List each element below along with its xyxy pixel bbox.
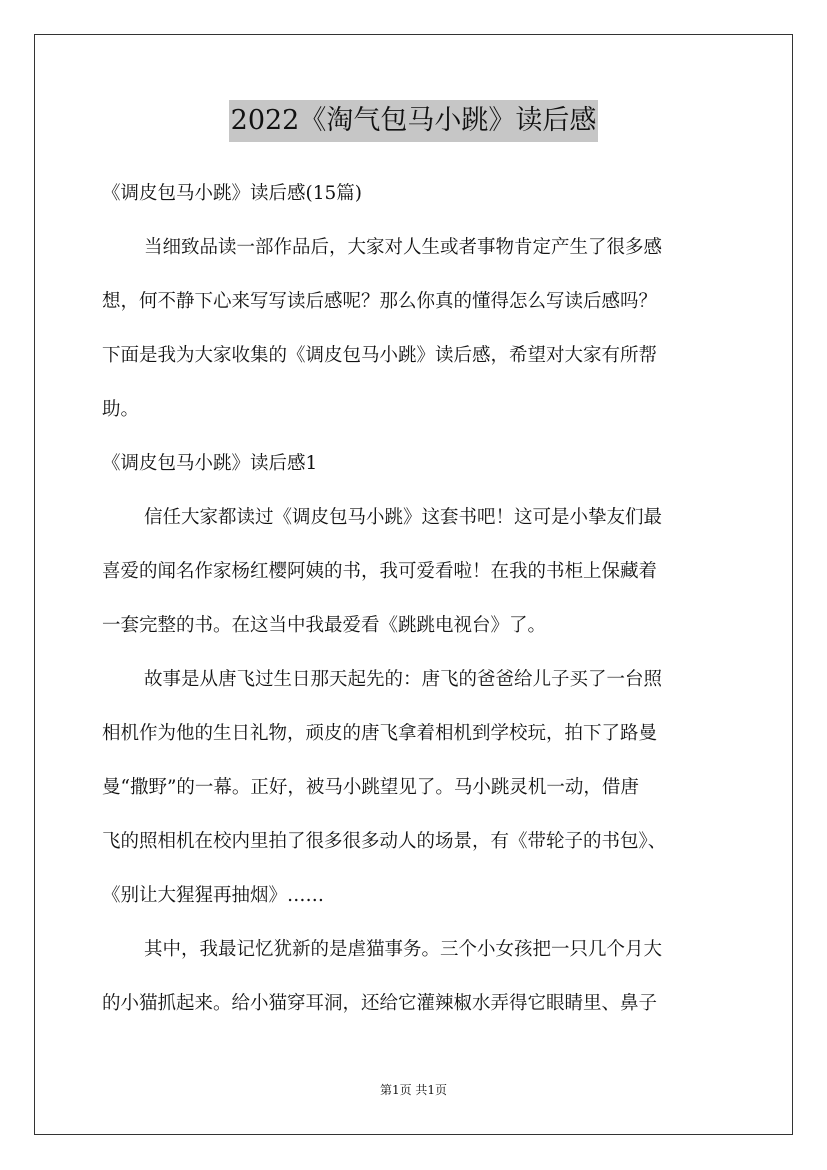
para1-line-1: 信任大家都读过《调皮包马小跳》这套书吧！这可是小挚友们最: [144, 507, 663, 528]
intro-line-1: 当细致品读一部作品后，大家对人生或者事物肯定产生了很多感: [144, 237, 663, 258]
title-container: [0, 100, 827, 142]
para2-line-3: 曼“撒野”的一幕。正好，被马小跳望见了。马小跳灵机一动，借唐: [102, 777, 639, 798]
para3-line-2: 的小猫抓起来。给小猫穿耳洞，还给它灌辣椒水弄得它眼睛里、鼻子: [102, 993, 658, 1014]
para1-line-3: 一套完整的书。在这当中我最爱看《跳跳电视台》了。: [102, 615, 547, 636]
intro-line-3: 下面是我为大家收集的《调皮包马小跳》读后感，希望对大家有所帮: [102, 345, 658, 366]
para2-line-4: 飞的照相机在校内里拍了很多很多动人的场景，有《带轮子的书包》、: [102, 831, 667, 852]
para2-line-1: 故事是从唐飞过生日那天起先的：唐飞的爸爸给儿子买了一台照: [144, 669, 663, 690]
para1-line-2: 喜爱的闻名作家杨红樱阿姨的书，我可爱看啦！在我的书柜上保藏着: [102, 561, 658, 582]
page-footer: 第1页 共1页: [379, 1083, 448, 1097]
para2-line-2: 相机作为他的生日礼物，顽皮的唐飞拿着相机到学校玩，拍下了路曼: [102, 723, 658, 744]
document-body: [102, 174, 726, 1038]
para2-line-5: 《别让大猩猩再抽烟》……: [102, 885, 325, 906]
section-heading: 《调皮包马小跳》读后感1: [102, 453, 318, 474]
document-title: 2022《淘气包马小跳》读后感: [229, 100, 599, 142]
intro-line-2: 想，何不静下心来写写读后感呢？那么你真的懂得怎么写读后感吗？: [102, 291, 658, 312]
para3-line-1: 其中，我最记忆犹新的是虐猫事务。三个小女孩把一只几个月大: [144, 939, 663, 960]
intro-line-4: 助。: [102, 399, 140, 420]
subtitle: 《调皮包马小跳》读后感(15篇): [102, 183, 362, 204]
